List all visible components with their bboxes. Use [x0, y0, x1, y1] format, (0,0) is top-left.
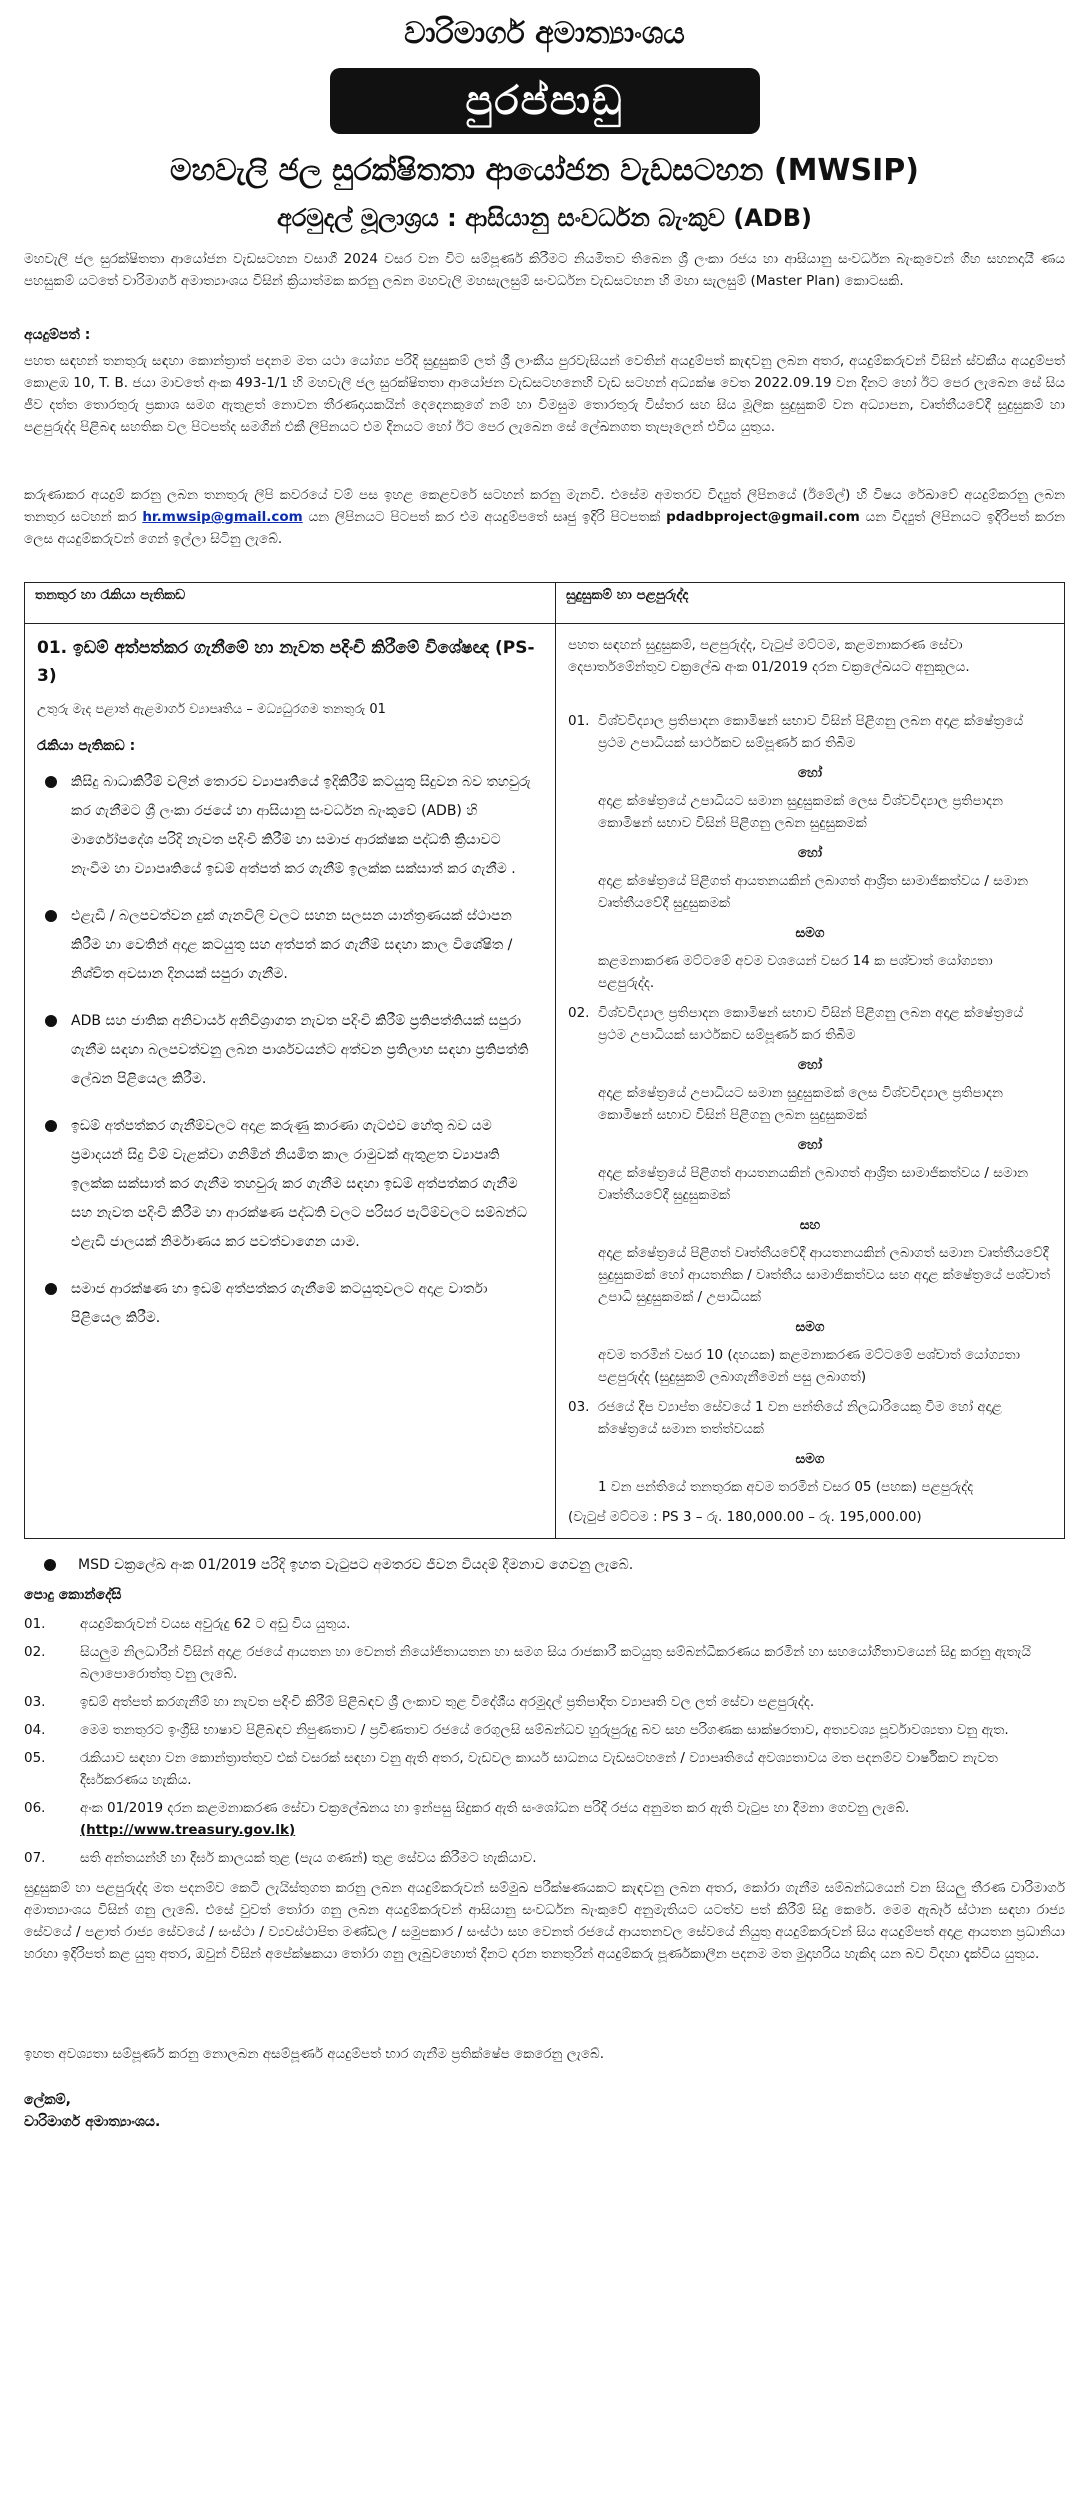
duty-text: කිසිදු බාධාකිරීම් වලින් තොරව ව්‍යාපෘතියේ ඉදිකිරීම් කටයුතු සිදුවන බව තහවුරු කර ගැනීමට ශ්‍රී ලංකා රජයේ හා ආසියානු සංවර්ධන බැංකුවේ (ADB) හි මාර්ගෝපදේශ පරිදි නැවත පදිංචි කිරීම් හා සමාජ ආරක්ෂක පද්ධති ක්‍රියාවට නැංවීම හා ව්‍යාපෘතියේ ඉඩම් අත්පත් කර ගැනීම් ඉලක්ක සක්සාත් කර ගැනීම .	[71, 774, 531, 877]
salary-scale: (වැටුප් මට්ටම : PS 3 – රු. 180,000.00 – රු. 195,000.00)	[568, 1509, 922, 1525]
qualification-number: 03.	[568, 1399, 590, 1415]
general-conditions-title: පොදු කොන්දේසි	[24, 1587, 122, 1603]
separator-and: සමග	[795, 1451, 825, 1467]
duties-title: රැකියා පැතිකඩ :	[37, 738, 136, 754]
post-title: 01. ඉඩම් අත්පත්කර ගැනීමේ හා නැවත පදිංචි කිරීමේ විශේෂඥ (PS-3)	[37, 638, 535, 686]
separator-or: හෝ	[797, 765, 823, 781]
separator-with: සහ	[799, 1217, 821, 1233]
msd-note	[24, 1553, 1065, 1577]
condition-text: සති අන්තයන්හි හා දීර්ඝ කාලයක් තුළ (පැය ගණන්) තුළ සේවය කිරීමට හැකියාව.	[80, 1850, 537, 1866]
bullet-icon	[45, 1015, 57, 1027]
qualification-text: රජයේ දීප ව්‍යාප්ත සේවයේ 1 වන පන්තියේ නිලධාරියෙකු වීම හෝ අදාළ ක්ෂේත්‍රයේ සමාන තත්ත්වයක්	[598, 1399, 1002, 1437]
condition-text: සියලුම නිලධාරීන් විසින් අදාළ රජයේ ආයතන හා වෙනත් නියෝජිතායතන හා සමග සිය රාජකාරී කටයුතු සම්බන්ධීකරණය කරමින් හා සහයෝගිතාවයෙන් සිදු කරනු ඇතැයි බලාපොරොත්තු වනු ලැබේ.	[80, 1644, 1031, 1682]
treasury-link[interactable]: (http://www.treasury.gov.lk)	[80, 1822, 296, 1838]
signature-block	[24, 2089, 1065, 2133]
bullet-icon	[45, 1283, 57, 1295]
signature-title: ලේකම්,	[24, 2091, 71, 2108]
post-location: උතුරු මැද පළාත් ඇළමාර්ග ව්‍යාපෘතිය – මධ්‍යධුරගම තනතුරු 01	[37, 702, 386, 717]
qualification-3	[568, 1396, 1052, 1440]
separator-or: හෝ	[797, 1057, 823, 1073]
separator-and: සමග	[795, 1319, 825, 1335]
duty-text: ඉඩම් අත්පත්කර ගැනීම්වලට අදාළ කරුණු කාරණා ගැටළුව හේතු බව යම ප්‍රමාදයන් සිදු වීම් වැළක්වා ගනිමින් නියමිත කාල රාමුවක් ඇතුළත ව්‍යාපෘති ඉලක්ක සක්සාත් කර ගැනීම තහවුරු කර ගැනීම සඳහා ඉඩම් අත්පත්කර ගැනීම සහ නැවත පදිංචි කිරීම හා ආරක්ෂණ පද්ධති වලට පරිසර පැටිම්වලට සම්බන්ධ එළැඩී ජාලයක් නිර්මාණය කර පවත්වාගෙන යාම.	[71, 1118, 527, 1250]
qualification-number: 01.	[568, 713, 590, 729]
project-title: මහවැලි ජල සුරක්ෂිතතා ආයෝජන වැඩසටහන (MWSIP)	[170, 153, 919, 188]
condition-number: 01.	[24, 1616, 46, 1632]
condition-text: මෙම තනතුරට ඉංග්‍රීසි භාෂාව පිළිබඳව නිපුණතාව / ප්‍රවීණතාව රජයේ රෙගුලසි සම්බන්ධව හුරුපුරුදු බව සහ පරිගණක සාක්ෂරතාව, අත්‍යවශ්‍ය පූර්වාවශ්‍යතා වනු ඇත.	[80, 1722, 1009, 1738]
bullet-icon	[45, 1120, 57, 1132]
duty-text: සමාජ ආරක්ෂණ හා ඉඩම් අත්පත්කර ගැනීමේ කටයුතුවලට අදාළ වාර්තා පිළියෙල කිරීම.	[71, 1281, 488, 1326]
equivalent-qualification: අදාළ ක්ෂේත්‍රයේ උපාධියට සමාන සුදුසුකමක් ලෙස විශ්වවිද්‍යාල ප්‍රතිපාදන කොමිෂන් සභාව විසින් පිළිගනු ලබන සුදුසුකමක්	[598, 793, 1004, 831]
qualifications-cell	[556, 624, 1065, 1539]
condition-text: රැකියාව සඳහා වන කොන්ත්‍රාත්තුව එක් වසරක් සඳහා වනු ඇති අතර, වැඩවල කාර්ය සාධනය වැඩසටහනේ / ව්‍යාපෘතියේ අවශ්‍යතාවය මත පදනම්ව වාර්ෂිකව නැවත දීර්ඝකරණය හැකිය.	[80, 1750, 998, 1788]
intro-paragraph: මහවැලි ජල සුරක්ෂිතතා ආයෝජන වැඩසටහන වසාගී 2024 වසර වන විට සම්පූර්ණ කිරීමට නියමිතව තිබෙන ශ්‍රී ලංකා රජය හා ආසියානු සංවර්ධන බැංකුවෙන් ගිහ සහනදායී ණය පහසුකම් යටතේ වාරිමාර්ග අමාත්‍යාංශය විසින් ක්‍රියාත්මක කරනු ලබන මහවැලි මහසැලසුම් සංවර්ධන වැඩසටහන හි මහා සැලසුම් (Master Plan) කොටසකි.	[24, 251, 1065, 289]
qualification-text: විශ්වවිද්‍යාල ප්‍රතිපාදන කොමිෂන් සභාව විසින් පිළිගනු ලබන අදාළ ක්ෂේත්‍රයේ ප්‍රථම උපාධියක් සාර්ථකව සම්පූර්ණ කර තිබීම	[598, 1005, 1024, 1043]
condition-item	[24, 1797, 1065, 1841]
closing-paragraph: සුදුසුකම් හා පළපුරුද්ද මත පදනම්ව කෙටි ලැයිස්තුගත කරනු ලබන අයදුම්කරුවන් සම්මුඛ පරීක්ෂණයකට කැඳවනු ලබන අතර, කෝරා ගැනීම සම්බන්ධයෙන් වන සියලු තීරණ වාරිමාර්ග අමාත්‍යාංශය විසින් ගනු ලැබේ. එසේ වුවත් තෝරා ගනු ලබන අයදුම්කරුවන් ආසියානු සංවර්ධන බැංකුවේ අනුමැතියට යටත්ව පත් කිරීම් සිදු කෙරේ. මෙම ඇබෑර් ස්ථාන සඳහා රාජ්‍ය සේවයේ / පළාත් රාජ්‍ය සේවයේ / සංස්ථා / ව්‍යවස්ථාපිත මණ්ඩල / සමුපකාර / සංස්ථා සහ වෙනත් රජයේ ආයතනවල සේවයේ නියුතු අයදුම්කරුවන් සිය අයදුම්පත් අදාළ ආයතන ප්‍රධානියා හරහා ඉදිරිපත් කළ යුතු අතර, ඔවුන් විසින් අපේක්ෂකයා තෝරා ගනු ලැබුවහොත් දිනට දරන තනතුරින් අයදුම්කරු පූර්ණකාලීන පදනම මත මුදාහරිය හැකිද යන බව විදහා දැක්විය යුතුය.	[24, 1880, 1065, 1962]
equivalent-qualification: අදාළ ක්ෂේත්‍රයේ උපාධියට සමාන සුදුසුකමක් ලෙස විශ්වවිද්‍යාල ප්‍රතිපාදන කොමිෂන් සභාව විසින් පිළිගනු ලබන සුදුසුකමක්	[598, 1085, 1004, 1123]
duty-text: එළැඩී / බලපවත්වන දුක් ගැනවිලි වලට සහන සලසන යාන්ත්‍රණයක් ස්ථාපන කිරීම හා වෙතින් අදාළ කටයුතු සහ අත්පත් කර ගැනීම් සඳහා කාල විශේෂිත / නිශ්චිත අවසාන දිනයක් සපුරා ගැනීම.	[71, 908, 513, 982]
condition-text: අංක 01/2019 දරන කළමනාකරණ සේවා චක්‍රලේඛනය හා ඉන්පසු සිදුකර ඇති සංශෝධන පරිදි රජය අනුමත කර ඇති වැටුප හා දීමනා ගෙවනු ලැබේ.	[80, 1800, 910, 1816]
duty-item	[37, 1007, 539, 1094]
applications-paragraph: පහත සඳහන් තනතුරු සඳහා කොන්ත්‍රාත් පදනම මත යථා යෝග්‍ය පරිදි සුදුසුකම් ලත් ශ්‍රී ලාංකීය පුරවැසියන් වෙතින් අයදුම්පත් කැඳවනු ලබන අතර, අයදුම්කරුවන් විසින් ස්වකීය අයදුම්පත් කොළඹ 10, T. B. ජයා මාවතේ අංක 493-1/1 හි මහවැලි ජල සුරක්ෂිතතා ආයෝජන වැඩසටහනෙහි වැඩ සටහන් අධ්‍යක්ෂ වෙත 2022.09.19 වන දිනට හෝ ඊට පෙර ලැබෙන සේ සිය ජීව දත්ත තොරතුරු ප්‍රකාශ සමග ඇතුළත් නොවන තීරණදායකයින් දෙදෙනකුගේ නම් හා විමසුම තොරතුරු විස්තර සහ සිය මූලික සුදුසුකම් වන අධ්‍යාපන, වෘත්තීයවේදී සුදුසුකම් හා පළපුරුද්ද පිළිබඳ සහතික වල පිටපත්ද සමගින් එකී ලිපිනයට එම දිනයට හෝ ඊට පෙර ලැබෙන සේ ලේඛනගත තැපෑලෙන් එවිය යුතුය.	[24, 353, 1065, 435]
separator-or: හෝ	[797, 845, 823, 861]
qualification-2	[568, 1002, 1052, 1046]
applications-label: අයදුම්පත් :	[24, 327, 91, 343]
professional-membership-2: අදාළ ක්ෂේත්‍රයේ පිළිගත් වෘත්තීයවේදී ආයතනයකින් ලබාගත් සමාන වෘත්තීයවේදී සුදුසුකමක් හෝ ආයතනික / වෘත්තීය සාමාජිකත්වය සහ අදාළ ක්ෂේත්‍රයේ පශ්චාත් උපාධි සුදුසුකමක් / උපාධියක්	[598, 1245, 1051, 1305]
separator-or: හෝ	[797, 1137, 823, 1153]
email-text-3: යන විද්‍යුත් ලිපිනයට ඉදිරිපත් කරන ලෙස අයදුම්කරුවන් ගෙන් ඉල්ලා සිටිනු ලැබේ.	[24, 509, 1065, 547]
qualification-text: විශ්වවිද්‍යාල ප්‍රතිපාදන කොමිෂන් සභාව විසින් පිළිගනු ලබන අදාළ ක්ෂේත්‍රයේ ප්‍රථම උපාධියක් සාර්ථකව සම්පූර්ණ කර තිබීම	[598, 713, 1024, 751]
condition-number: 04.	[24, 1722, 46, 1738]
experience-2: අවම තරමින් වසර 10 (දහයක) කළමනාකරණ මට්ටමේ පශ්චාත් යෝග්‍යතා පළපුරුද්ද (සුදුසුකම් ලබාගැනීමෙන් පසු ලබාගත්)	[598, 1347, 1021, 1385]
condition-number: 05.	[24, 1750, 46, 1766]
signature-ministry: වාරිමාර්ග අමාත්‍යාංශය.	[24, 2113, 161, 2130]
separator-and: සමග	[795, 925, 825, 941]
condition-number: 06.	[24, 1800, 46, 1816]
email-instructions	[24, 484, 1065, 572]
ministry-heading: වාරිමාර්ග අමාත්‍යාංශය	[404, 16, 685, 51]
email-text-2: යන ලිපිනයට පිටපත් කර එම අයදුම්පතේ සෘජු ඉදිරි පිටපතක්	[308, 509, 661, 525]
condition-number: 07.	[24, 1850, 46, 1866]
condition-text: අයදුම්කරුවන් වයස අවුරුදු 62 ට අඩු විය යුතුය.	[80, 1616, 351, 1632]
duty-text: ADB සහ ජාතික අනිවාර්ය අනිවිශ්‍රාගත නැවත පදිංචි කිරීම් ප්‍රතිපත්තියක් සපුරා ගැනීම සඳහා බලපවත්වනු ලබන පාර්ශවයන්ට අත්වන ප්‍රතිලාභ සඳහා ප්‍රතිපත්ති ලේඛන පිළියෙල කිරීම.	[71, 1013, 529, 1087]
hr-email-link[interactable]: hr.mwsip@gmail.com	[142, 509, 303, 525]
email-text-1: කරුණාකර අයදුම් කරනු ලබන තනතුරු ලිපි කවරයේ වම් පස ඉහළ කෙළවරේ සටහන් කරනු මැනවි. එසේම අමතරව විද්‍යුත් ලිපිනයේ (ඊමේල්) හි විෂය රේඛාවේ අයදුම්කරනු ලබන තනතුර සටහන් කර	[24, 487, 1065, 525]
col-header-post: තනතුර හා රැකියා පැතිකඩ	[25, 583, 556, 624]
duty-item	[37, 1112, 539, 1257]
rejection-note: ඉහත අවශ්‍යතා සම්පූර්ණ කරනු නොලබන අසම්පූර්ණ අයදුම්පත් භාර ගැනීම ප්‍රතික්ෂේප කෙරෙනු ලැබේ.	[24, 2045, 605, 2062]
pd-email-link[interactable]: pdadbproject@gmail.com	[666, 509, 860, 525]
bullet-icon	[44, 1559, 56, 1571]
qualification-number: 02.	[568, 1005, 590, 1021]
condition-item	[24, 1691, 1065, 1713]
duty-item	[37, 902, 539, 989]
duties-list	[37, 768, 539, 1333]
condition-text: ඉඩම් අත්පත් කරගැනීම් හා නැවත පදිංචි කිරීම් පිළිබඳව ශ්‍රී ලංකාව තුළ විදේශීය අරමුදල් ප්‍රතිපාදිත ව්‍යාපෘති වල ලත් සේවා පළපුරුද්ද.	[80, 1694, 815, 1710]
bullet-icon	[45, 910, 57, 922]
condition-number: 03.	[24, 1694, 46, 1710]
professional-membership: අදාළ ක්ෂේත්‍රයේ පිළිගත් ආයතනයකින් ලබාගත් ආශ්‍රිත සාමාජිකත්වය / සමාන වෘත්තීයවේදී සුදුසුකමක්	[598, 1165, 1029, 1203]
col-header-qualifications: සුදුසුකම් හා පළපුරුද්ද	[556, 583, 1065, 624]
condition-item	[24, 1847, 1065, 1869]
vacancy-banner: පුරප්පාඩු	[330, 68, 760, 134]
qualification-1	[568, 710, 1052, 754]
qualifications-intro: පහත සඳහන් සුදුසුකම්, පළපුරුද්ද, වැටුප් මට්ටම, කළමනාකරණ සේවා දෙපාර්තමේන්තුව චක්‍රලේඛ අංක 01/2019 දරන චක්‍රලේඛයට අනුකූලය.	[568, 637, 970, 675]
experience-1: කළමනාකරණ මට්ටමේ අවම වශයෙන් වසර 14 ක පශ්චාත් යෝග්‍යතා පළපුරුද්ද.	[598, 953, 993, 991]
post-table	[24, 582, 1065, 1539]
duty-item	[37, 1275, 539, 1333]
experience-3: 1 වන පන්තියේ තනතුරක අවම තරමින් වසර 05 (පහක) පළපුරුද්ද	[598, 1479, 974, 1495]
post-profile-cell	[25, 624, 556, 1539]
condition-item	[24, 1747, 1065, 1791]
condition-item	[24, 1641, 1065, 1685]
bullet-icon	[45, 776, 57, 788]
condition-number: 02.	[24, 1644, 46, 1660]
professional-membership: අදාළ ක්ෂේත්‍රයේ පිළිගත් ආයතනයකින් ලබාගත් ආශ්‍රිත සාමාජිකත්වය / සමාන වෘත්තීයවේදී සුදුසුකමක්	[598, 873, 1029, 911]
funding-source: අරමුදල් මූලාශ්‍රය : ආසියානු සංවර්ධන බැංකුව (ADB)	[277, 204, 812, 232]
msd-note-text: MSD චක්‍රලේඛ අංක 01/2019 පරිදි ඉහත වැටුපට අමතරව ජීවන වියදම් දීමනාව ගෙවනු ලැබේ.	[78, 1557, 634, 1573]
duty-item	[37, 768, 539, 884]
condition-item	[24, 1613, 1065, 1635]
condition-item	[24, 1719, 1065, 1741]
